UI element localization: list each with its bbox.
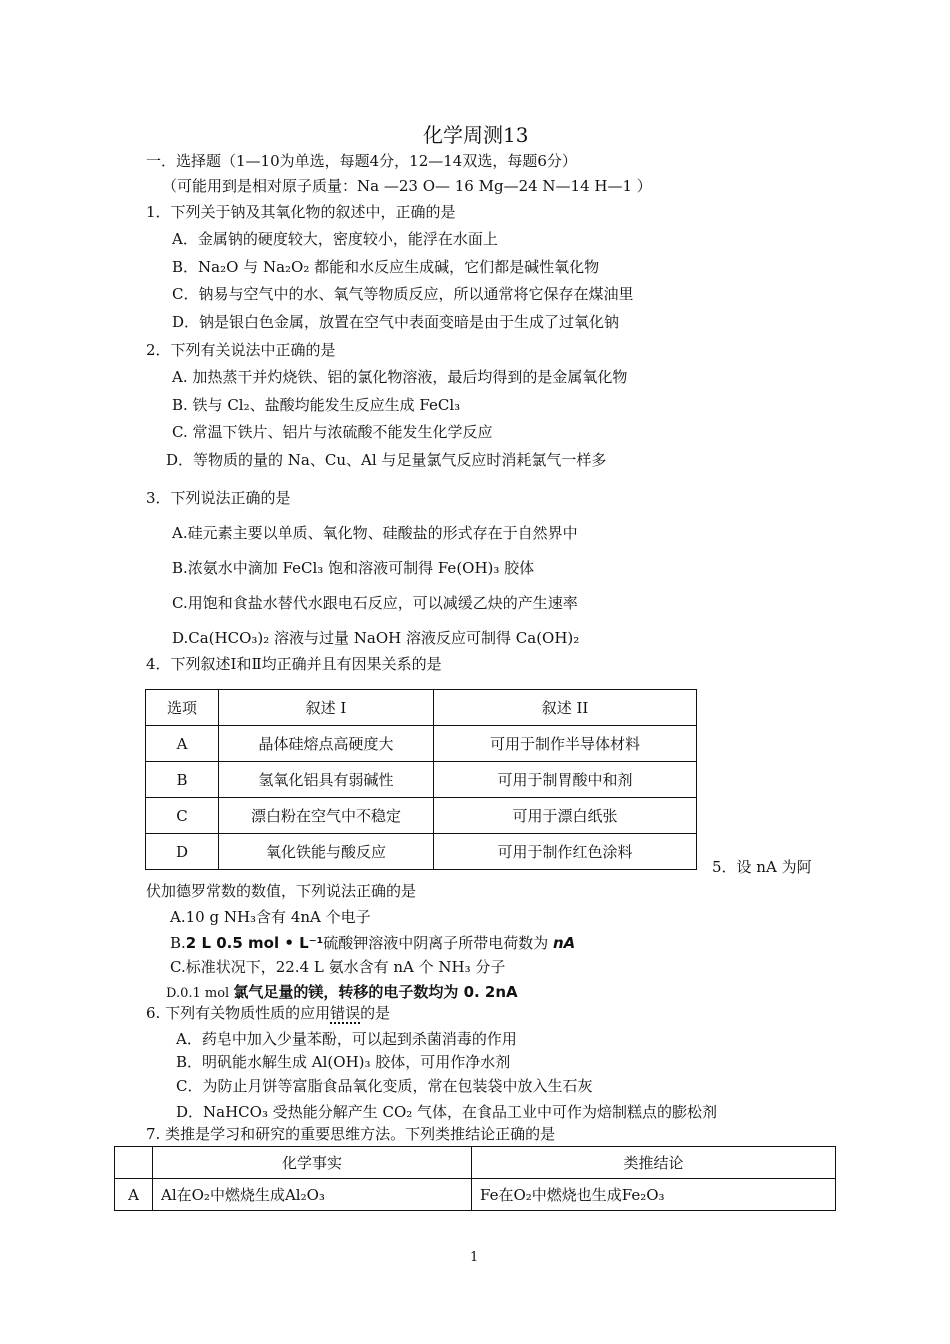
table-cell: 可用于漂白纸张 <box>434 798 697 834</box>
q5-option-c: C.标准状况下，22.4 L 氨水含有 nA 个 NH₃ 分子 <box>170 958 506 976</box>
table-cell: A <box>146 726 219 762</box>
table-cell: 氢氧化铝具有弱碱性 <box>219 762 434 798</box>
q2-option-b: B. 铁与 Cl₂、盐酸均能发生反应生成 FeCl₃ <box>172 396 461 414</box>
q5-stem-start: 5．设 nA 为阿 <box>712 858 812 876</box>
table-header-cell: 类推结论 <box>472 1147 836 1179</box>
q5-option-b <box>170 933 575 953</box>
table-header-cell <box>115 1147 153 1179</box>
q1-option-c: C．钠易与空气中的水、氧气等物质反应，所以通常将它保存在煤油里 <box>172 285 634 303</box>
q5-option-d-text: 氯气足量的镁，转移的电子数均为 0. 2nA <box>233 983 518 1001</box>
q3-option-a: A.硅元素主要以单质、氧化物、硅酸盐的形式存在于自然界中 <box>172 524 578 542</box>
atomic-mass-note: （可能用到是相对原子质量：Na —23 O— 16 Mg—24 N—14 H—1 ） <box>162 177 652 195</box>
table-header-cell: 叙述 II <box>434 690 697 726</box>
table-cell: 可用于制作半导体材料 <box>434 726 697 762</box>
q5-option-d-prefix: D.0.1 mol <box>166 986 234 1001</box>
q7-stem: 7. 类推是学习和研究的重要思维方法。下列类推结论正确的是 <box>146 1125 556 1143</box>
q2-option-a: A. 加热蒸干并灼烧铁、铝的氯化物溶液，最后均得到的是金属氧化物 <box>172 368 628 386</box>
q5-option-d <box>166 982 518 1004</box>
q5-option-b-text: 硫酸钾溶液中阴离子所带电荷数为 <box>323 934 553 952</box>
table-row <box>146 762 697 798</box>
q7-table <box>114 1146 836 1211</box>
q3-stem: 3．下列说法正确的是 <box>146 489 291 507</box>
q6-stem <box>146 1003 390 1023</box>
page-title: 化学周测13 <box>423 123 529 147</box>
table-header-cell: 叙述 I <box>219 690 434 726</box>
table-cell: C <box>146 798 219 834</box>
table-header-cell: 选项 <box>146 690 219 726</box>
q3-option-b: B.浓氨水中滴加 FeCl₃ 饱和溶液可制得 Fe(OH)₃ 胶体 <box>172 559 535 577</box>
q6-option-c: C．为防止月饼等富脂食品氧化变质，常在包装袋中放入生石灰 <box>176 1077 593 1095</box>
q5-option-a: A.10 g NH₃含有 4nA 个电子 <box>170 908 371 926</box>
table-cell: D <box>146 834 219 870</box>
q1-option-b: B．Na₂O 与 Na₂O₂ 都能和水反应生成碱，它们都是碱性氧化物 <box>172 258 600 276</box>
table-cell: 晶体硅熔点高硬度大 <box>219 726 434 762</box>
table-cell: 漂白粉在空气中不稳定 <box>219 798 434 834</box>
page-number: 1 <box>470 1250 479 1265</box>
table-row <box>146 726 697 762</box>
q4-table <box>145 689 697 870</box>
table-header-row <box>146 690 697 726</box>
q1-stem: 1．下列关于钠及其氧化物的叙述中，正确的是 <box>146 203 456 221</box>
table-cell: Al在O₂中燃烧生成Al₂O₃ <box>153 1179 472 1211</box>
table-cell: 可用于制胃酸中和剂 <box>434 762 697 798</box>
q5-option-b-letter: B. <box>170 934 186 952</box>
q4-stem: 4．下列叙述Ⅰ和Ⅱ均正确并且有因果关系的是 <box>146 655 442 673</box>
q6-option-d: D．NaHCO₃ 受热能分解产生 CO₂ 气体，在食品工业中可作为焙制糕点的膨松剂 <box>176 1103 718 1121</box>
q3-option-d: D.Ca(HCO₃)₂ 溶液与过量 NaOH 溶液反应可制得 Ca(OH)₂ <box>172 629 580 647</box>
table-cell: B <box>146 762 219 798</box>
table-cell: Fe在O₂中燃烧也生成Fe₂O₃ <box>472 1179 836 1211</box>
q6-stem-emphasis: 错误 <box>330 1004 361 1022</box>
q5-option-b-end: nA <box>552 934 576 952</box>
table-cell: A <box>115 1179 153 1211</box>
q5-stem-end: 伏加德罗常数的数值，下列说法正确的是 <box>146 882 417 900</box>
q6-stem-start: 6. 下列有关物质性质的应用 <box>146 1004 331 1022</box>
q2-stem: 2．下列有关说法中正确的是 <box>146 341 336 359</box>
table-row <box>146 798 697 834</box>
q1-option-d: D．钠是银白色金属，放置在空气中表面变暗是由于生成了过氧化钠 <box>172 313 620 331</box>
table-cell: 可用于制作红色涂料 <box>434 834 697 870</box>
q2-option-c: C. 常温下铁片、铝片与浓硫酸不能发生化学反应 <box>172 423 493 441</box>
table-row <box>146 834 697 870</box>
table-cell: 氧化铁能与酸反应 <box>219 834 434 870</box>
q1-option-a: A．金属钠的硬度较大，密度较小，能浮在水面上 <box>172 230 498 248</box>
q5-option-b-quantity: 2 L 0.5 mol • L⁻¹ <box>185 934 324 952</box>
q3-option-c: C.用饱和食盐水替代水跟电石反应，可以减缓乙炔的产生速率 <box>172 594 578 612</box>
q2-option-d: D．等物质的量的 Na、Cu、Al 与足量氯气反应时消耗氯气一样多 <box>166 451 607 469</box>
table-header-row <box>115 1147 836 1179</box>
q6-option-b: B．明矾能水解生成 Al(OH)₃ 胶体，可用作净水剂 <box>176 1053 511 1071</box>
section-heading: 一．选择题（1—10为单选，每题4分，12—14双选，每题6分） <box>146 152 577 170</box>
q6-stem-end: 的是 <box>360 1004 391 1022</box>
table-header-cell: 化学事实 <box>153 1147 472 1179</box>
q6-option-a: A．药皂中加入少量苯酚，可以起到杀菌消毒的作用 <box>176 1030 517 1048</box>
table-row <box>115 1179 836 1211</box>
